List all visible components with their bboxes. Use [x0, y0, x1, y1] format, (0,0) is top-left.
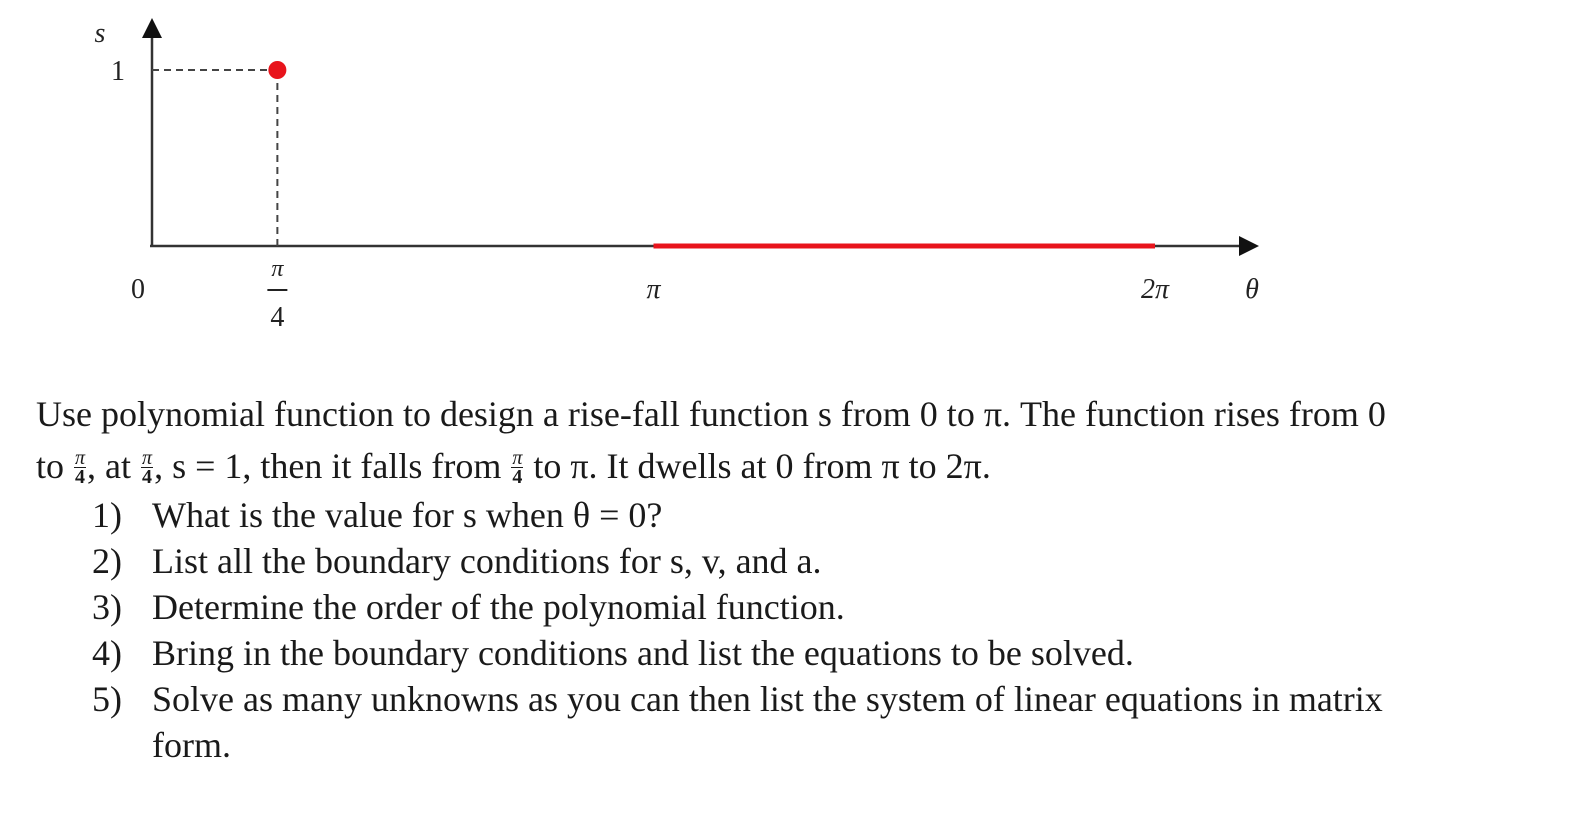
- question-item: [92, 538, 1492, 584]
- question-text: List all the boundary conditions for s, v, and a.: [152, 541, 822, 581]
- rise-fall-chart: [0, 0, 1595, 350]
- y-axis-label: s: [94, 18, 106, 49]
- question-item: [92, 676, 1492, 768]
- fraction-numerator: π: [142, 447, 153, 470]
- x-tick-label: π: [646, 274, 661, 305]
- question-text: What is the value for s when θ = 0?: [152, 495, 663, 535]
- peak-point-marker: [268, 61, 286, 79]
- problem-line-2: [36, 440, 1566, 492]
- question-number: 2): [92, 541, 122, 581]
- question-number: 5): [92, 679, 122, 719]
- fraction-pi-over-4: [141, 447, 153, 489]
- y-tick-label: 1: [111, 56, 125, 87]
- fraction-numerator: π: [75, 447, 86, 470]
- question-item: [92, 630, 1492, 676]
- x-tick-label-denominator: 4: [270, 302, 285, 333]
- question-text: Bring in the boundary conditions and list the equations to be solved.: [152, 633, 1134, 673]
- fraction-numerator: π: [512, 447, 523, 470]
- question-number: 1): [92, 495, 122, 535]
- problem-line-2-part-2: , at: [87, 446, 141, 486]
- question-item: [92, 492, 1492, 538]
- fraction-denominator: 4: [512, 466, 523, 489]
- question-text: Determine the order of the polynomial function.: [152, 587, 845, 627]
- question-number: 3): [92, 587, 122, 627]
- problem-line-2-part-1: to: [36, 446, 74, 486]
- question-number: 4): [92, 633, 122, 673]
- problem-line-1: Use polynomial function to design a rise-fall function s from 0 to π. The function rises from 0: [36, 394, 1386, 434]
- question-list: [92, 492, 1492, 768]
- fraction-denominator: 4: [75, 466, 86, 489]
- question-text-continued: form.: [152, 725, 231, 765]
- x-axis-label: θ: [1245, 274, 1259, 305]
- problem-statement: [36, 388, 1566, 765]
- x-tick-label-numerator: π: [271, 256, 284, 282]
- fraction-pi-over-4: [74, 447, 86, 489]
- problem-line-2-part-3: , s = 1, then it falls from: [154, 446, 511, 486]
- x-tick-label: 0: [131, 274, 145, 305]
- fraction-pi-over-4: [511, 447, 523, 489]
- fraction-denominator: 4: [142, 466, 153, 489]
- problem-line-2-part-4: to π. It dwells at 0 from π to 2π.: [524, 446, 991, 486]
- question-text: Solve as many unknowns as you can then list the system of linear equations in matrix: [152, 679, 1383, 719]
- question-item: [92, 584, 1492, 630]
- x-tick-label: 2π: [1140, 274, 1170, 305]
